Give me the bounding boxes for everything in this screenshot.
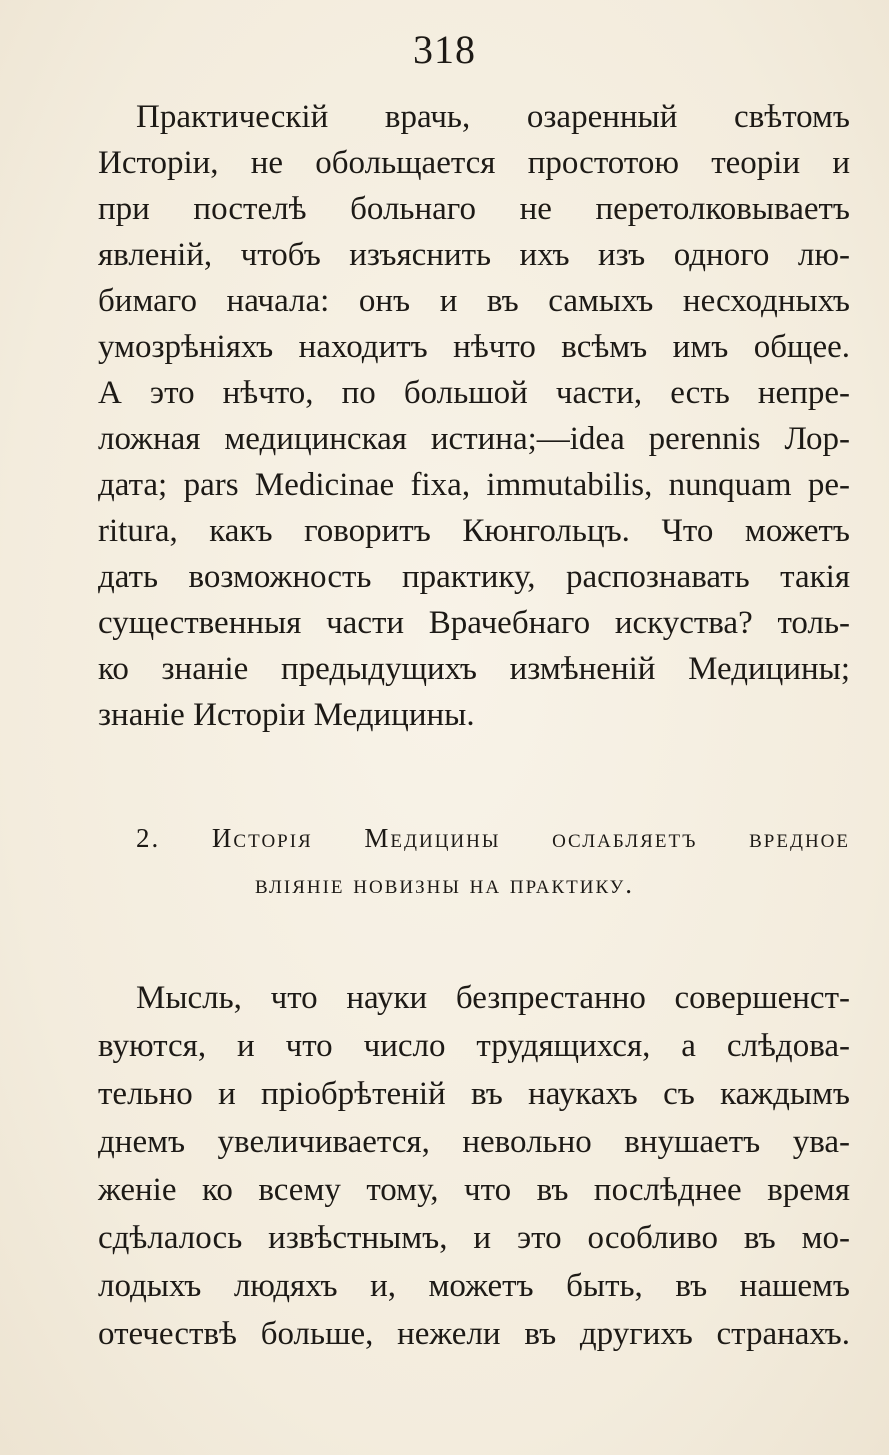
page-number: 318 — [413, 27, 476, 72]
text-line: знаніе Исторіи Медицины. — [98, 697, 475, 733]
text-line: дать возможность практику, распознавать такія — [98, 559, 850, 595]
text-line: Практическій врачь, озаренный свѣтомъ — [136, 99, 850, 135]
text-line: при постелѣ больнаго не перетолковываетъ — [98, 191, 850, 227]
text-line: днемъ увеличивается, невольно внушаетъ ува- — [98, 1124, 850, 1160]
text-line: тельно и пріобрѣтеній въ наукахъ съ каждымъ — [98, 1076, 850, 1112]
text-line: явленій, чтобъ изъяснить ихъ изъ одного лю- — [98, 237, 850, 273]
section-heading-line-1: 2. Исторія Медицины ослабляетъ вредное — [136, 823, 850, 853]
text-line: дата; pars Medicinae fixa, immutabilis, nunquam pe- — [98, 467, 850, 503]
text-line: лодыхъ людяхъ и, можетъ быть, въ нашемъ — [98, 1268, 850, 1304]
text-line: А это нѣчто, по большой части, есть непре- — [98, 375, 850, 411]
text-line: женіе ко всему тому, что въ послѣднее время — [98, 1172, 850, 1208]
text-line: ложная медицинская истина;—idea perennis Лор- — [98, 421, 850, 457]
text-line: ко знаніе предыдущихъ измѣненій Медицины; — [98, 651, 850, 687]
section-heading-line-2: вліяніе новизны на практику. — [255, 869, 634, 899]
text-line: вуются, и что число трудящихся, а слѣдова- — [98, 1028, 850, 1064]
text-line: отечествѣ больше, нежели въ другихъ странахъ. — [98, 1316, 850, 1352]
text-line: Мысль, что науки безпрестанно совершенст- — [136, 980, 850, 1016]
text-line: бимаго начала: онъ и въ самыхъ несходныхъ — [98, 283, 850, 319]
text-line: ritura, какъ говоритъ Кюнгольцъ. Что можетъ — [98, 513, 850, 549]
text-line: существенныя части Врачебнаго искуства? толь- — [98, 605, 850, 641]
text-line: Исторіи, не обольщается простотою теоріи и — [98, 145, 850, 181]
text-line: сдѣлалось извѣстнымъ, и это особливо въ мо- — [98, 1220, 850, 1256]
text-line: умозрѣніяхъ находитъ нѣчто всѣмъ имъ общее. — [98, 329, 850, 365]
